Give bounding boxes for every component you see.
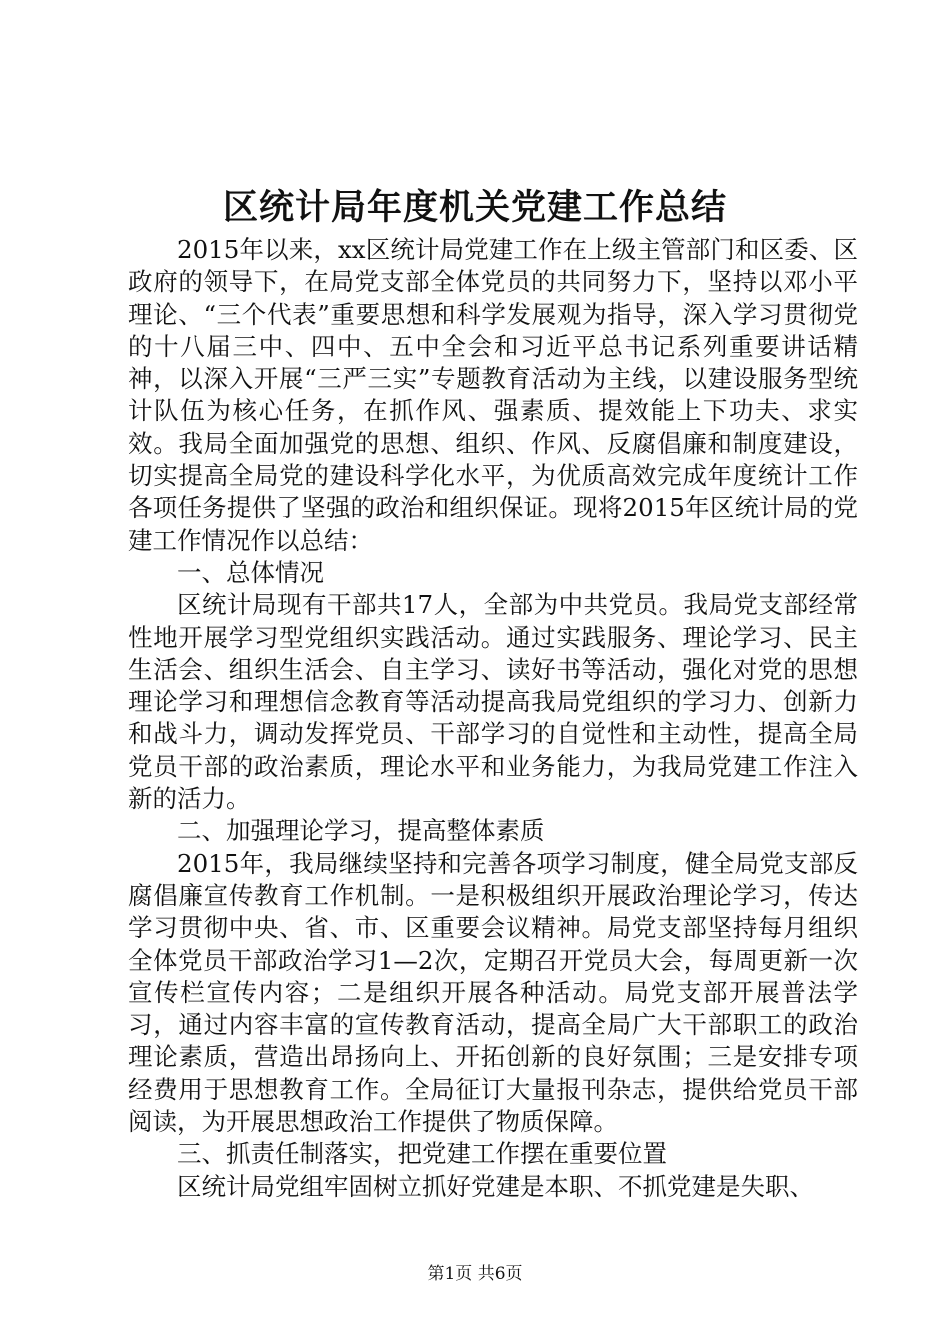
- theory-study-paragraph: 2015年，我局继续坚持和完善各项学习制度，健全局党支部反腐倡廉宣传教育工作机制。一是积极组织开展政治理论学习，传达学习贯彻中央、省、市、区重要会议精神。局党支部坚持每月组织全体党员干部政治学习1—2次，定期召开党员大会，每周更新一次宣传栏宣传内容；二是组织开展各种活动。局党支部开展普法学习，通过内容丰富的宣传教育活动，提高全局广大干部职工的政治理论素质，营造出昂扬向上、开拓创新的良好氛围；三是安排专项经费用于思想教育工作。全局征订大量报刊杂志，提供给党员干部阅读，为开展思想政治工作提供了物质保障。: [128, 848, 858, 1137]
- overview-paragraph: 区统计局现有干部共17人，全部为中共党员。我局党支部经常性地开展学习型党组织实践活动。通过实践服务、理论学习、民主生活会、组织生活会、自主学习、读好书等活动，强化对党的思想理论学习和理想信念教育等活动提高我局党组织的学习力、创新力和战斗力，调动发挥党员、干部学习的自觉性和主动性，提高全局党员干部的政治素质，理论水平和业务能力，为我局党建工作注入新的活力。: [128, 590, 858, 814]
- section-heading-theory-study: 二、加强理论学习，提高整体素质: [177, 816, 545, 846]
- document-body: [128, 234, 858, 1203]
- responsibility-paragraph: 区统计局党组牢固树立抓好党建是本职、不抓党建是失职、: [177, 1171, 814, 1201]
- page-footer: 第1页 共6页: [427, 1264, 523, 1284]
- intro-paragraph: 2015年以来，xx区统计局党建工作在上级主管部门和区委、区政府的领导下，在局党支部全体党员的共同努力下，坚持以邓小平理论、“三个代表”重要思想和科学发展观为指导，深入学习贯彻党的十八届三中、四中、五中全会和习近平总书记系列重要讲话精神，以深入开展“三严三实”专题教育活动为主线，以建设服务型统计队伍为核心任务，在抓作风、强素质、提效能上下功夫、求实效。我局全面加强党的思想、组织、作风、反腐倡廉和制度建设，切实提高全局党的建设科学化水平，为优质高效完成年度统计工作各项任务提供了坚强的政治和组织保证。现将2015年区统计局的党建工作情况作以总结：: [128, 235, 858, 555]
- section-heading-responsibility: 三、抓责任制落实，把党建工作摆在重要位置: [177, 1139, 667, 1169]
- section-heading-overview: 一、总体情况: [177, 557, 324, 587]
- document-title: 区统计局年度机关党建工作总结: [222, 187, 727, 228]
